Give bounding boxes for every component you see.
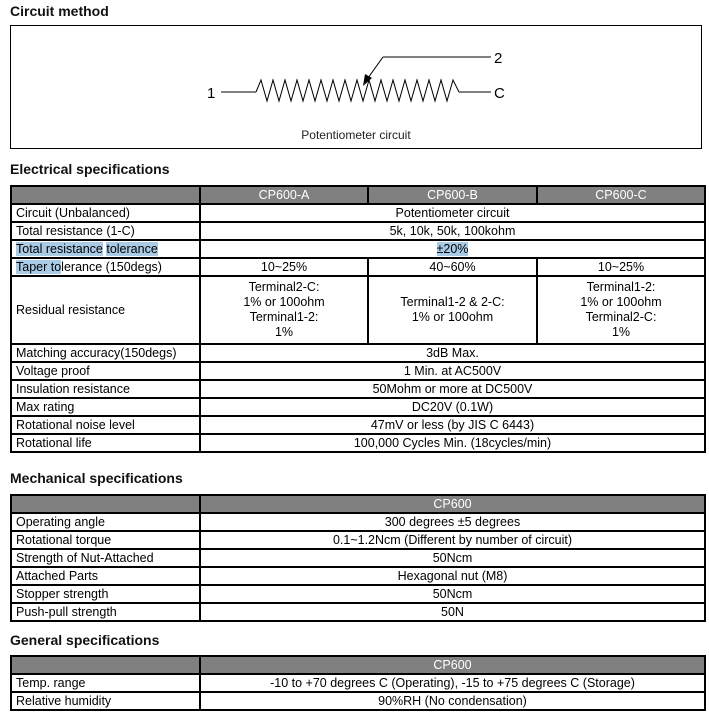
table-row [11,692,705,710]
table-row [11,380,705,398]
table-row [11,585,705,603]
table-row [11,204,705,222]
row-label: Voltage proof [11,362,200,380]
row-label[interactable] [11,240,200,258]
circuit-method-title: Circuit method [10,3,109,19]
row-label: Matching accuracy(150degs) [11,344,200,362]
selected-text: Taper to [16,259,62,274]
value-b: 40~60% [368,258,537,276]
table-row [11,258,705,276]
row-label: Push-pull strength [11,603,200,621]
general-title: General specifications [10,632,160,648]
table-row [11,276,705,344]
selected-text: Total resistance [16,241,103,256]
row-label: Insulation resistance [11,380,200,398]
table-row [11,362,705,380]
row-label: Residual resistance [11,276,200,344]
row-value: 300 degrees ±5 degrees [200,513,705,531]
line: Terminal1-2: [249,310,319,324]
row-label[interactable] [11,258,200,276]
table-row [11,344,705,362]
value-c [537,276,705,344]
table-row [11,549,705,567]
circuit-caption: Potentiometer circuit [301,128,411,142]
line: Terminal1-2: [586,280,656,294]
row-value: Hexagonal nut (M8) [200,567,705,585]
terminal-2-label: 2 [494,50,503,67]
header-cp600: CP600 [200,656,705,674]
mechanical-spec-table [10,494,706,622]
line: 1% or 100ohm [580,295,662,309]
row-value: 90%RH (No condensation) [200,692,705,710]
row-value: Potentiometer circuit [200,204,705,222]
resistor-zigzag [256,80,459,101]
row-value: 47mV or less (by JIS C 6443) [200,416,705,434]
table-row [11,222,705,240]
row-label: Relative humidity [11,692,200,710]
header-blank [11,495,200,513]
table-header-row [11,495,705,513]
row-value: 100,000 Cycles Min. (18cycles/min) [200,434,705,452]
row-label: Temp. range [11,674,200,692]
line: Terminal2-C: [585,310,657,324]
value-a [200,276,368,344]
header-cp600-c: CP600-C [537,186,705,204]
electrical-spec-table [10,185,706,453]
terminal-1-label: 1 [207,85,216,102]
row-value: 1 Min. at AC500V [200,362,705,380]
row-label: Stopper strength [11,585,200,603]
row-value: 5k, 10k, 50k, 100kohm [200,222,705,240]
row-value: 50Ncm [200,549,705,567]
table-row [11,434,705,452]
row-label: Max rating [11,398,200,416]
row-value: 3dB Max. [200,344,705,362]
table-row [11,567,705,585]
table-row [11,513,705,531]
line: 1% [274,325,294,339]
row-label: Total resistance (1-C) [11,222,200,240]
row-label: Rotational life [11,434,200,452]
table-row [11,531,705,549]
header-cp600-a: CP600-A [200,186,368,204]
line: Terminal2-C: [248,280,320,294]
table-header-row [11,186,705,204]
row-value: 50Ncm [200,585,705,603]
mechanical-title: Mechanical specifications [10,470,183,486]
row-value: 0.1~1.2Ncm (Different by number of circuit) [200,531,705,549]
table-row [11,674,705,692]
header-cp600-b: CP600-B [368,186,537,204]
line: 1% or 100ohm [243,295,325,309]
row-label: Rotational noise level [11,416,200,434]
header-blank [11,186,200,204]
row-label: Rotational torque [11,531,200,549]
line: Terminal1-2 & 2-C: [400,295,505,309]
header-blank [11,656,200,674]
electrical-title: Electrical specifications [10,161,170,177]
row-label: Operating angle [11,513,200,531]
line: 1% or 100ohm [411,310,494,324]
row-label: Attached Parts [11,567,200,585]
label-rest: lerance (150degs) [61,259,162,274]
selected-text: ±20% [436,241,469,256]
table-header-row [11,656,705,674]
row-value: 50Mohm or more at DC500V [200,380,705,398]
general-spec-table [10,655,706,711]
circuit-diagram-box [10,25,702,149]
value-b [368,276,537,344]
header-cp600: CP600 [200,495,705,513]
row-value: DC20V (0.1W) [200,398,705,416]
row-value: 50N [200,603,705,621]
table-row [11,603,705,621]
value-c: 10~25% [537,258,705,276]
row-value[interactable] [200,240,705,258]
line: 1% [611,325,631,339]
table-row [11,416,705,434]
table-row [11,240,705,258]
value-a: 10~25% [200,258,368,276]
row-label: Circuit (Unbalanced) [11,204,200,222]
terminal-c-label: C [494,85,505,102]
selected-text: tolerance [106,241,158,256]
table-row [11,398,705,416]
row-value: -10 to +70 degrees C (Operating), -15 to +75 degrees C (Storage) [200,674,705,692]
row-label: Strength of Nut-Attached [11,549,200,567]
